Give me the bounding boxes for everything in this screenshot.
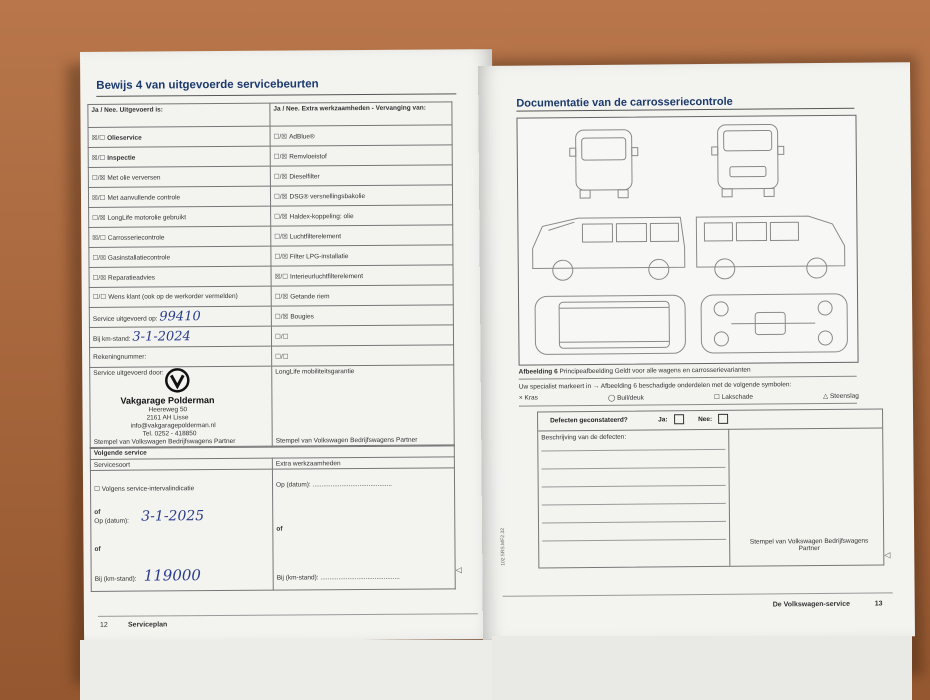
- row-label: Carrosseriecontrole: [107, 233, 165, 242]
- side-code: 102.5RS.MF2.32: [500, 527, 507, 566]
- extra-work-cell: [271, 205, 453, 226]
- date-cell: [89, 326, 271, 347]
- row-label: Luchtfilterelement: [289, 232, 342, 241]
- km-value: 99410: [159, 309, 201, 325]
- service-row: [89, 265, 453, 288]
- next-col1: Servicesoort: [90, 458, 272, 470]
- row-label: Olieservice: [107, 134, 142, 142]
- next-of-1: of: [94, 508, 101, 516]
- next-left-cell: [90, 469, 273, 591]
- km-cell: [89, 306, 271, 327]
- checkbox-pair: ☐/☒: [274, 253, 288, 261]
- title-rule: [96, 93, 456, 97]
- row-label: Haldex-koppeling: olie: [289, 212, 354, 221]
- stamp-label-2: Stempel van Volkswagen Bedrijfswagens Partner: [275, 436, 418, 445]
- left-page-edge: [80, 640, 494, 700]
- desc-line-5: [542, 521, 726, 524]
- checkbox-pair: ☐/☒: [273, 133, 288, 141]
- dealer-tel: Tel. 0252 - 418850: [142, 430, 197, 438]
- next-op-label: Op (datum):: [276, 481, 311, 489]
- row-label: Dieselfilter: [289, 172, 320, 181]
- service-row: [89, 225, 453, 248]
- extra-work-cell: [271, 265, 453, 286]
- service-performed-cell: [89, 246, 271, 267]
- legend-intro: Uw specialist markeert in → Afbeelding 6 beschadigde onderdelen met de volgende symbolen:: [518, 381, 792, 391]
- col1-header: Ja / Nee. Uitgevoerd is:: [88, 103, 270, 127]
- defects-box: [537, 408, 884, 568]
- vakgarage-logo-icon: [164, 367, 190, 393]
- row-label: Getande riem: [290, 292, 330, 301]
- extra-work-cell: [270, 145, 452, 166]
- checkbox-pair: ☐/☒: [274, 213, 288, 221]
- nee-checkbox[interactable]: [718, 414, 728, 424]
- extra-work-cell: [270, 125, 452, 146]
- checkbox-pair: ☐/☐: [92, 293, 107, 301]
- checkbox-pair: ☐/☒: [273, 153, 288, 161]
- desc-line-4: [542, 503, 726, 506]
- service-performed-cell: [89, 286, 271, 307]
- figure-caption: [519, 367, 751, 376]
- checkbox-pair: ☐/☒: [273, 173, 288, 181]
- service-performed-cell: [89, 206, 271, 227]
- row-label: Met olie verversen: [107, 173, 161, 182]
- checkbox-pair: ☐/☒: [92, 214, 106, 222]
- dealer-name: Vakgarage Polderman: [120, 395, 215, 406]
- dealer-label: Service uitgevoerd door:: [93, 369, 164, 377]
- service-row: [89, 245, 453, 268]
- van-outline-icon: [517, 116, 857, 365]
- rek-cell: Rekeningnummer:: [90, 346, 272, 367]
- page-section-left: Serviceplan: [127, 621, 168, 629]
- extra-work-cell: [270, 165, 452, 186]
- longlife-cell: [272, 365, 455, 447]
- row-label: Wens klant (ook op de werkorder vermelden): [108, 292, 238, 301]
- legend-buil: ◯ Buil/deuk: [607, 394, 644, 402]
- page-title-left: Bewijs 4 van uitgevoerde servicebeurten: [96, 78, 319, 92]
- nee-label: Nee:: [698, 415, 713, 424]
- service-row: [88, 125, 452, 148]
- checkbox-empty-1: ☐/☐: [274, 333, 289, 341]
- checkbox-pair: ☐/☒: [274, 233, 288, 241]
- next-service-table: [90, 444, 456, 592]
- checkbox-pair: ☒/☐: [91, 154, 106, 162]
- defects-divider: [728, 429, 730, 566]
- ja-checkbox[interactable]: [674, 414, 684, 424]
- checkbox-pair: ☒/☐: [91, 194, 106, 202]
- service-row: [89, 285, 453, 308]
- service-performed-cell: [88, 166, 270, 187]
- row-label: LongLife motorolie gebruikt: [107, 213, 187, 222]
- date-label: Bij km-stand:: [92, 335, 131, 343]
- checkbox-pair: ☐/☒: [92, 274, 107, 282]
- col2-header: Ja / Nee. Extra werkzaamheden - Vervanging van:: [270, 102, 452, 126]
- footer-rule-left: [98, 613, 478, 617]
- service-table: [87, 101, 454, 449]
- right-page-edge: [492, 636, 912, 700]
- next-km-label: Bij (km-stand):: [94, 575, 137, 583]
- date-value: 3-1-2024: [132, 329, 191, 345]
- service-row: [89, 205, 453, 228]
- next-km-label-2: Bij (km-stand):: [276, 574, 319, 582]
- caption-bold: Afbeelding 6: [518, 368, 558, 376]
- checkbox-pair: ☐/☒: [273, 193, 288, 201]
- row-label: Met aanvullende controle: [107, 193, 181, 202]
- checkbox-pair: ☐/☒: [91, 174, 106, 182]
- checkbox-empty-2: ☐/☐: [275, 353, 289, 361]
- checkbox-bougies: ☐/☒: [274, 313, 289, 321]
- legend-rule: [519, 403, 857, 407]
- next-of-3: of: [276, 525, 283, 533]
- right-page: [478, 62, 915, 640]
- caption-rule: [519, 376, 857, 380]
- page-number-left: 12: [99, 621, 108, 629]
- defects-label: Defecten geconstateerd?: [550, 416, 628, 425]
- service-row: [88, 185, 452, 208]
- legend-lakschade: ☐ Lakschade: [713, 393, 754, 401]
- footer-rule-right: [503, 592, 893, 596]
- next-date-label: Op (datum):: [94, 517, 129, 525]
- description-label: Beschrijving van de defecten:: [541, 433, 627, 442]
- stamp-label-right: Stempel van Volkswagen Bedrijfswagens Partner: [749, 537, 869, 553]
- extra-work-cell: [271, 245, 453, 266]
- legend-steenslag: △ Steenslag: [823, 392, 859, 401]
- legend-kras: × Kras: [518, 394, 538, 402]
- row-label: Inspectie: [107, 154, 136, 162]
- next-km-value: 119000: [143, 566, 201, 585]
- page-title-right: Documentatie van de carrosseriecontrole: [516, 95, 733, 110]
- row-label: DSG® versnellingsbakolie: [289, 192, 366, 201]
- extra-work-cell: [270, 185, 452, 206]
- next-service-title: Volgende service: [90, 445, 454, 460]
- empty-cell-2: [272, 345, 454, 366]
- longlife-label: LongLife mobiliteitsgarantie: [275, 368, 355, 376]
- desc-line-3: [542, 485, 726, 488]
- checkbox-pair: ☒/☐: [92, 234, 106, 242]
- bougies-cell: [271, 305, 453, 326]
- dealer-street: Heereweg 50: [148, 406, 188, 414]
- stamp-label-1: Stempel van Volkswagen Bedrijfswagens Partner: [93, 437, 236, 446]
- defects-header: [538, 409, 882, 431]
- row-label: Gasinstallatiecontrole: [107, 253, 171, 262]
- service-row: [88, 145, 452, 168]
- empty-cell-1: [271, 325, 453, 346]
- arrow-left-icon: ◁: [455, 565, 462, 575]
- next-of-2: of: [94, 545, 101, 553]
- service-performed-cell: [88, 126, 270, 147]
- dealer-email: info@vakgaragepolderman.nl: [130, 422, 216, 430]
- next-km-row: Bij (km-stand): ............................................: [276, 573, 400, 582]
- dealer-cell: [90, 366, 273, 448]
- row-label: Filter LPG-installatie: [289, 252, 349, 261]
- service-performed-cell: [89, 266, 271, 287]
- service-performed-cell: [88, 186, 270, 207]
- row-label: Remvloeistof: [289, 152, 327, 161]
- extra-work-cell: [271, 285, 453, 306]
- extra-work-cell: [271, 225, 453, 246]
- desc-line-2: [542, 467, 726, 470]
- checkbox-pair: ☐/☒: [274, 293, 289, 301]
- page-number-right: 13: [874, 600, 883, 608]
- bougies-label: Bougies: [290, 312, 314, 321]
- dealer-city: 2161 AH Lisse: [146, 414, 189, 422]
- row-label: AdBlue®: [289, 132, 315, 141]
- service-performed-cell: [88, 146, 270, 167]
- next-date-value: 3-1-2025: [141, 508, 205, 525]
- vehicle-diagram: [516, 115, 858, 366]
- checkbox-pair: ☐/☒: [92, 254, 106, 262]
- caption-text: Principeafbeelding Geldt voor alle wagens en carrosserievarianten: [559, 366, 751, 376]
- km-label: Service uitgevoerd op:: [92, 315, 158, 323]
- checkbox-pair: ☒/☐: [274, 273, 289, 281]
- next-op-row: Op (datum): ............................................: [276, 480, 393, 489]
- desc-line-1: [541, 449, 725, 452]
- left-page: [80, 49, 496, 642]
- checkbox-pair: ☒/☐: [91, 134, 106, 142]
- row-label: Interieurluchtfilterelement: [290, 272, 364, 281]
- arrow-right-icon: ◁: [884, 550, 891, 560]
- service-performed-cell: [89, 226, 271, 247]
- next-right-cell: [272, 468, 455, 590]
- service-row: [88, 165, 452, 188]
- page-section-right: De Volkswagen-service: [772, 600, 851, 609]
- desc-line-6: [542, 539, 726, 542]
- next-col2: Extra werkzaamheden: [272, 457, 454, 469]
- next-interval: ☐ Volgens service-intervalindicatie: [94, 485, 195, 493]
- legend-row: [519, 392, 859, 403]
- row-label: Reparatieadvies: [108, 273, 156, 282]
- ja-label: Ja:: [658, 416, 668, 424]
